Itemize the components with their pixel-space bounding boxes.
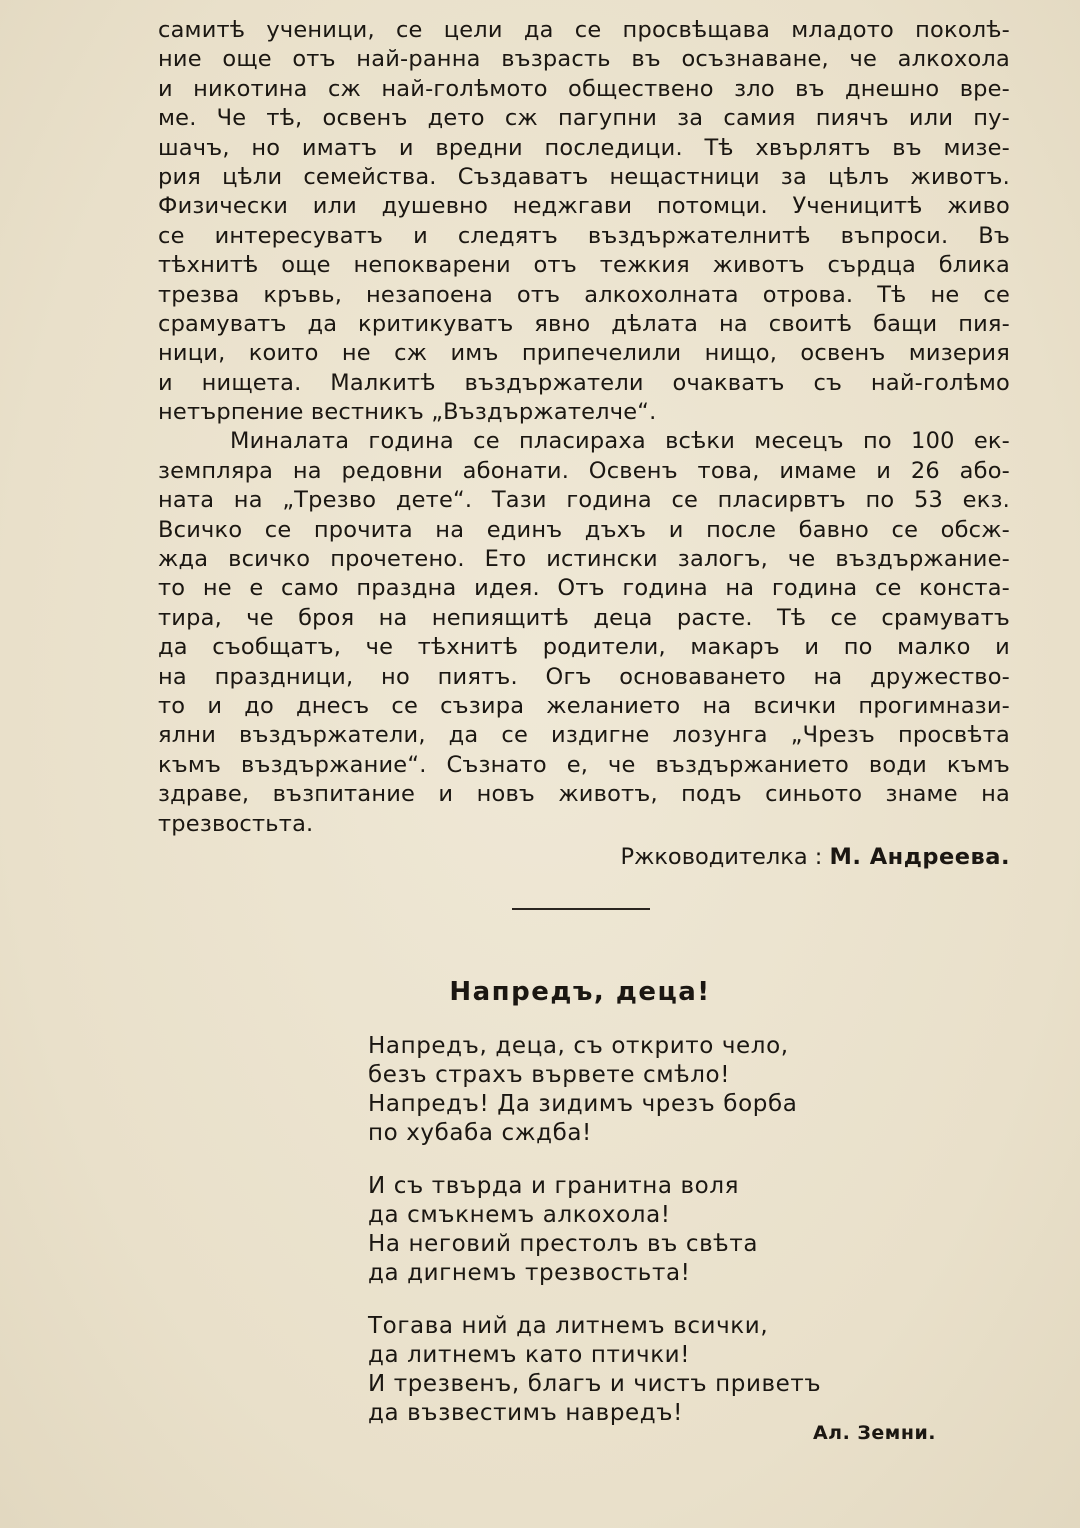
poem-verse: Напредъ! Да зидимъ чрезъ борба: [368, 1091, 798, 1117]
poem-verse: безъ страхъ вървете смѣло!: [368, 1062, 731, 1088]
signature-label: Ржководителка :: [620, 844, 823, 870]
article-line: и нищета. Малкитѣ въздържатели очакватъ съ най-голѣмо: [158, 369, 1010, 396]
poem-verse: да смъкнемъ алкохола!: [368, 1202, 671, 1228]
article-line: трезва кръвь, незапоена отъ алкохолната отрова. Тѣ не се: [158, 281, 1010, 308]
article-line: земпляра на редовни абонати. Освенъ това, имаме и 26 або-: [158, 457, 1010, 484]
article-line: здраве, възпитание и новъ животъ, подъ синьото знаме на: [158, 781, 1010, 808]
poem-verse: да дигнемъ трезвостьта!: [368, 1260, 691, 1286]
poem-title: Напредъ, деца!: [449, 977, 711, 1007]
article-line: то и до днесъ се съзира желанието на всички прогимнази-: [158, 692, 1010, 719]
poem-verse: да литнемъ като птички!: [368, 1342, 691, 1368]
article-line: трезвостьта.: [158, 810, 314, 837]
article-line: да съобщатъ, че тѣхнитѣ родители, макаръ и по малко и: [158, 634, 1010, 661]
poem-body: [368, 1032, 888, 1452]
poem-stanza: [368, 1032, 888, 1148]
article-line: ме. Че тѣ, освенъ дето сж пагупни за самия пиячъ или пу-: [158, 105, 1010, 132]
section-divider: [512, 908, 650, 910]
article-line: Всичко се прочита на единъ дъхъ и после бавно се обсж-: [158, 516, 1010, 543]
article-line: се интересуватъ и следятъ въздържателнитѣ въпроси. Въ: [158, 222, 1010, 249]
article-line: тѣхнитѣ още непокварени отъ тежкия животъ сърдца блика: [158, 252, 1010, 279]
article-line: то не е само празднa идея. Отъ година на година се конста-: [158, 575, 1010, 602]
article-line: ници, които не сж имъ припечелили нищо, освенъ мизерия: [158, 340, 1010, 367]
article-line: нетърпение вестникъ „Въздържателче“.: [158, 399, 657, 426]
poem-verse: по хубаба сждба!: [368, 1120, 592, 1146]
article-line: шачъ, но иматъ и вредни последици. Тѣ хвърлятъ въ мизе-: [158, 134, 1010, 161]
poem-stanza: [368, 1312, 888, 1428]
article-line: къмъ въздържание“. Съзнато е, че въздържанието води къмъ: [158, 751, 1010, 778]
article-line: на праздници, но пиятъ. Огъ основаването на дружество-: [158, 663, 1010, 690]
poem-verse: На неговий престолъ въ свѣта: [368, 1231, 759, 1257]
poem-verse: да възвестимъ навредъ!: [368, 1400, 683, 1426]
article-line: ние още отъ най-ранна възрасть въ осъзнаване, че алкохола: [158, 46, 1010, 73]
article-line: жда всичко прочетено. Ето истински залогъ, че въздържание-: [158, 546, 1010, 573]
article-line: Миналата година се пласираха всѣки месецъ по 100 ек-: [230, 428, 1010, 455]
poem-verse: И съ твърда и гранитна воля: [368, 1173, 740, 1199]
poem-verse: Напредъ, деца, съ открито чело,: [368, 1033, 789, 1059]
article-line: рия цѣли семейства. Създаватъ нещастници за цѣлъ животъ.: [158, 163, 1010, 190]
article-line: Физически или душевно неджгави потомци. Ученицитѣ живо: [158, 193, 1010, 220]
article-line: тира, че броя на непиящитѣ деца расте. Тѣ се срамуватъ: [158, 604, 1010, 631]
article-line: и никотина сж най-голѣмото обществено зло въ днешно вре-: [158, 75, 1010, 102]
poem-stanza: [368, 1172, 888, 1288]
poem-verse: И трезвенъ, благъ и чистъ приветъ: [368, 1371, 822, 1397]
article-line: ната на „Трезво дете“. Тази година се пласирвтъ по 53 екз.: [158, 487, 1010, 514]
article-signature: [158, 842, 1010, 872]
article-line: ялни въздържатели, да се издигне лозунга „Чрезъ просвѣта: [158, 722, 1010, 749]
signature-name: М. Андреева.: [829, 844, 1010, 870]
poem-verse: Тогава ний да литнемъ всички,: [368, 1313, 769, 1339]
poem-author: Ал. Земни.: [812, 1422, 936, 1444]
article-body: [158, 16, 1010, 839]
article-line: самитѣ ученици, се цели да се просвѣщава младото поколѣ-: [158, 17, 1010, 43]
article-line: срамуватъ да критикуватъ явно дѣлата на своитѣ бащи пия-: [158, 310, 1010, 337]
